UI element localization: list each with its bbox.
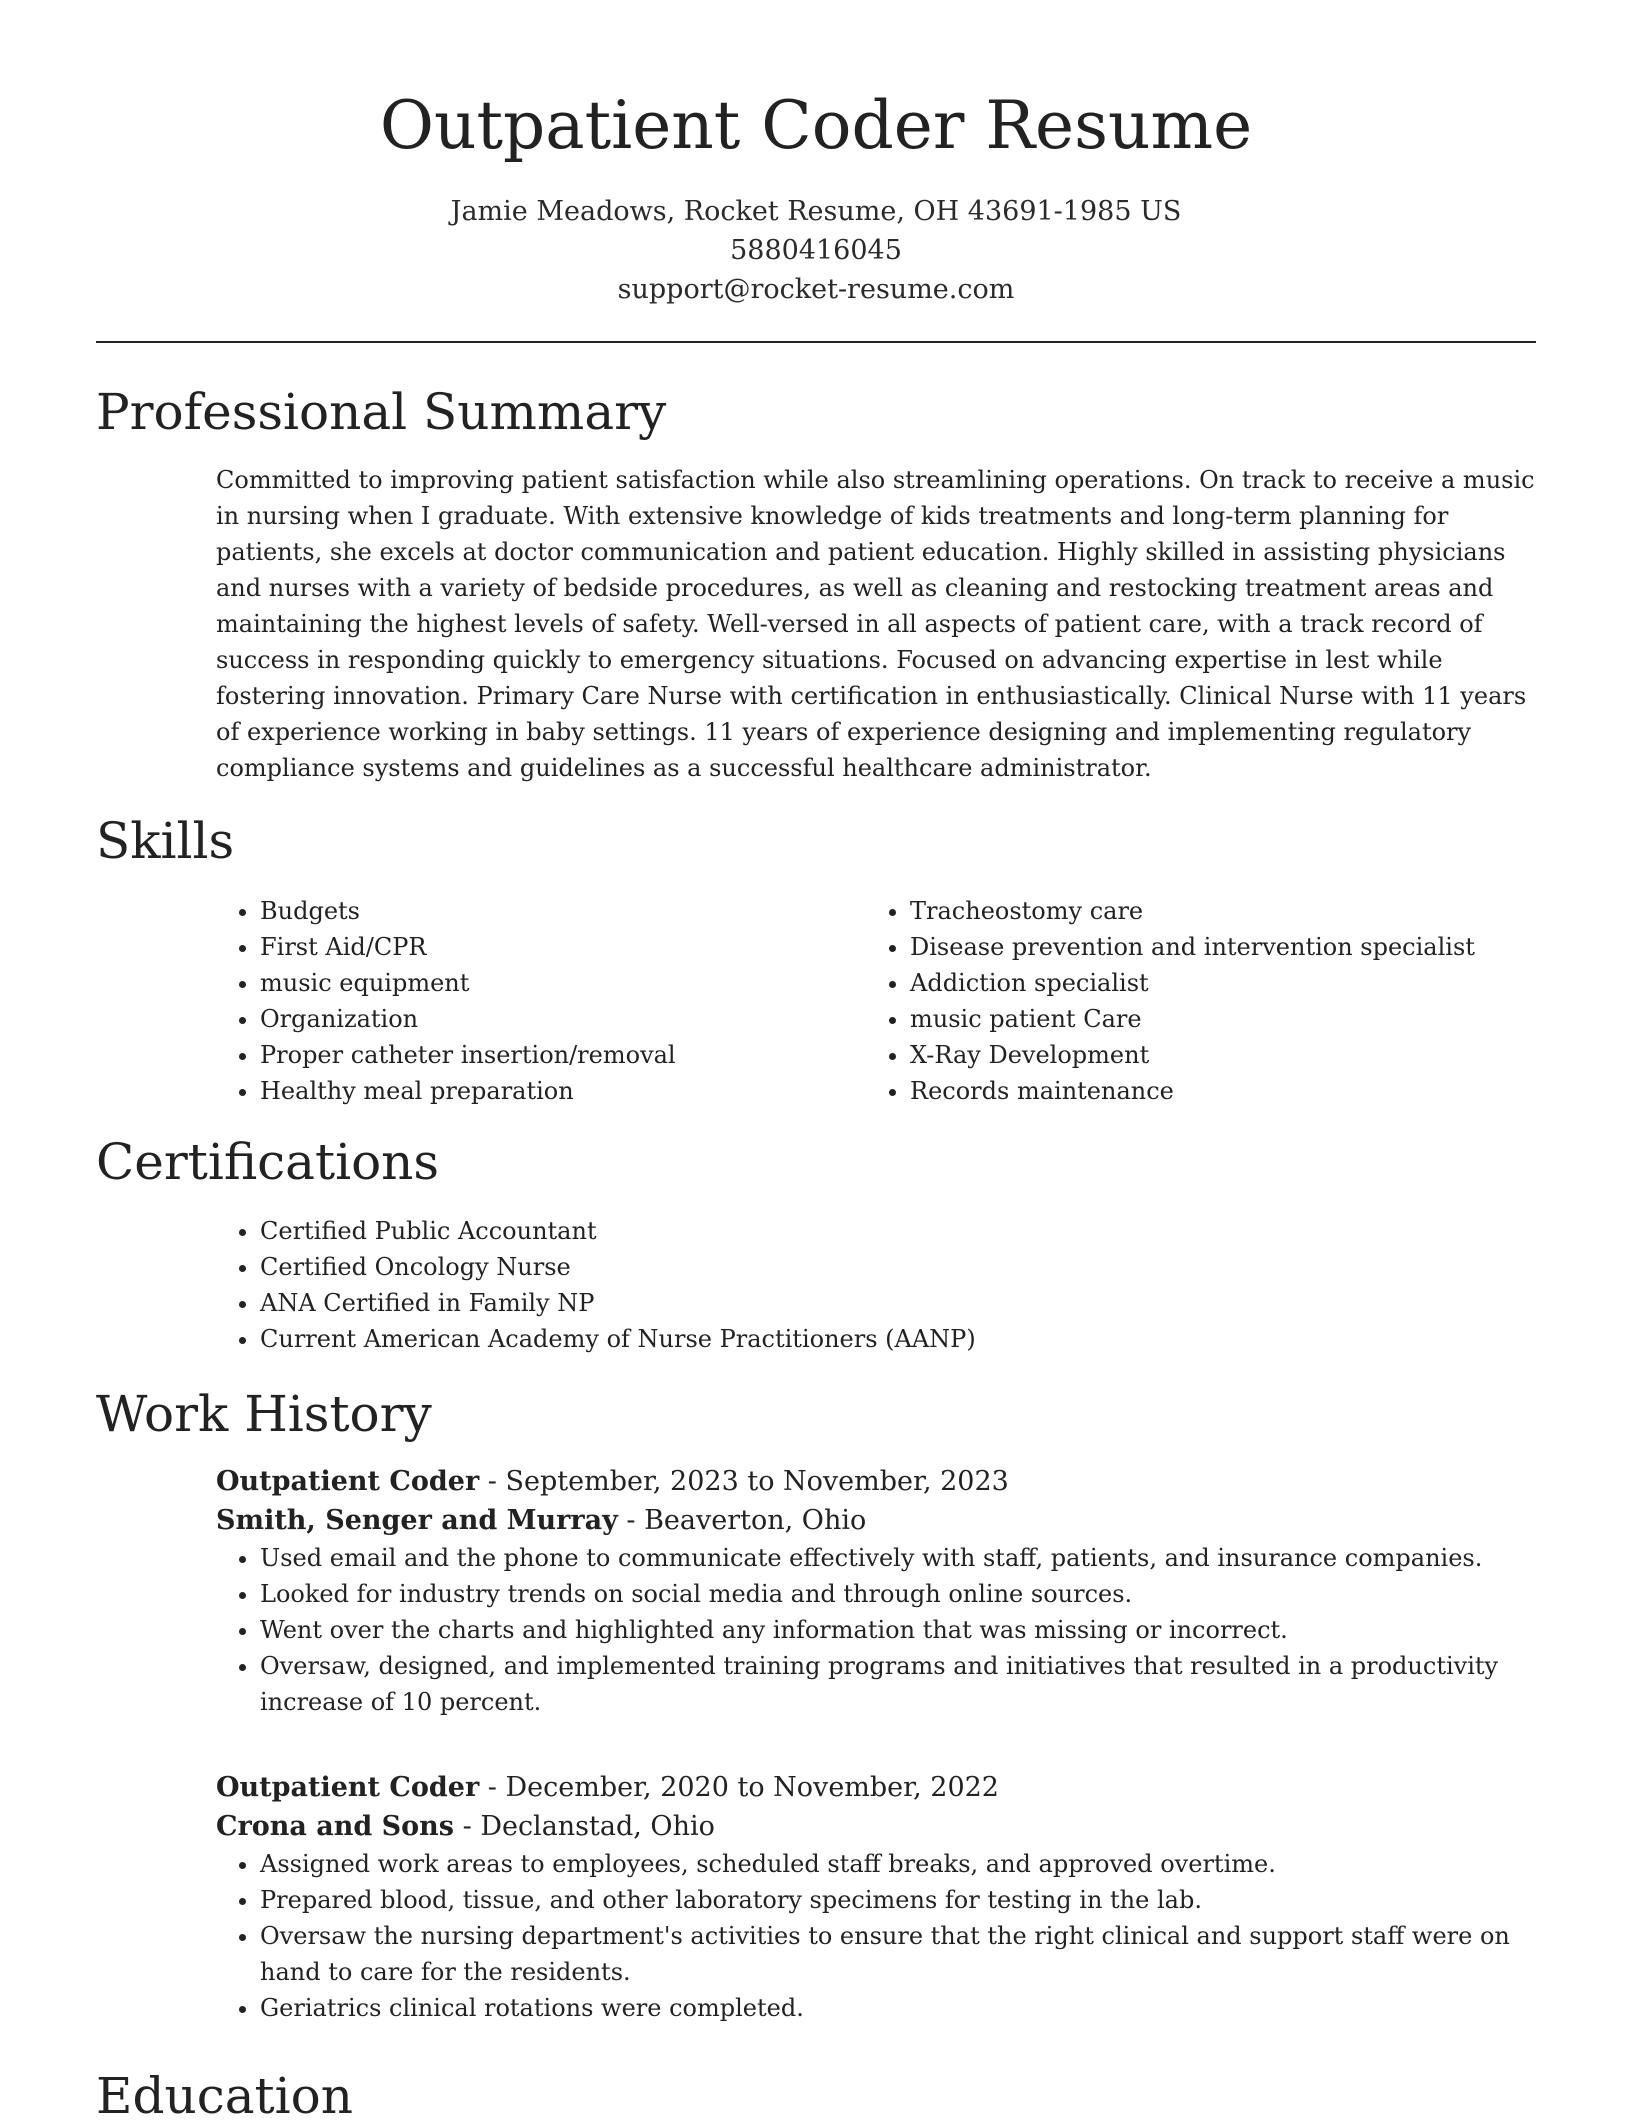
header-divider <box>96 341 1536 343</box>
job-location: Beaverton, Ohio <box>644 1505 867 1536</box>
job-entry <box>216 1768 1546 2026</box>
education-heading: Education <box>96 2067 353 2125</box>
job-duty: • Went over the charts and highlighted any information that was missing or incorrect. <box>260 1612 1546 1648</box>
job-title: Outpatient Coder <box>216 1466 480 1497</box>
skills-column-right <box>866 893 1546 1109</box>
certification-item: • ANA Certified in Family NP <box>260 1285 1536 1321</box>
skill-item: • Budgets <box>260 893 836 929</box>
skill-item: • Proper catheter insertion/removal <box>260 1037 836 1073</box>
certification-item: • Current American Academy of Nurse Practitioners (AANP) <box>260 1321 1536 1357</box>
job-title-line <box>216 1462 1546 1501</box>
job-separator: - <box>462 1811 481 1842</box>
job-duties <box>216 1540 1546 1720</box>
summary-text: Committed to improving patient satisfaction while also streamlining operations. On track to receive a music in nursing when I graduate. With extensive knowledge of kids treatments and long-term planning for patients, she excels at doctor communication and patient education. Highly skilled in assisting physicians and nurses with a variety of bedside procedures, as well as cleaning and restocking treatment areas and maintaining the highest levels of safety. Well-versed in all aspects of patient care, with a track record of success in responding quickly to emergency situations. Focused on advancing expertise in lest while fostering innovation. Primary Care Nurse with certification in enthusiastically. Clinical Nurse with 11 years of experience working in baby settings. 11 years of experience designing and implementing regulatory compliance systems and guidelines as a successful healthcare administrator. <box>216 466 1535 782</box>
skill-item: • Organization <box>260 1001 836 1037</box>
certifications-list <box>216 1213 1536 1357</box>
contact-address: Jamie Meadows, Rocket Resume, OH 43691-1985 US <box>450 196 1182 227</box>
certification-item: • Certified Oncology Nurse <box>260 1249 1536 1285</box>
job-duty: • Prepared blood, tissue, and other laboratory specimens for testing in the lab. <box>260 1882 1546 1918</box>
certifications-heading: Certifications <box>96 1133 440 1191</box>
job-duty: • Looked for industry trends on social media and through online sources. <box>260 1576 1546 1612</box>
skill-item: • music equipment <box>260 965 836 1001</box>
skills-column-left <box>216 893 836 1109</box>
job-duty: • Oversaw, designed, and implemented training programs and initiatives that resulted in a productivity increase of 10 percent. <box>260 1648 1546 1720</box>
job-company-line <box>216 1807 1546 1846</box>
skill-item: • X-Ray Development <box>910 1037 1546 1073</box>
summary-heading: Professional Summary <box>96 383 667 441</box>
skills-heading: Skills <box>96 812 235 870</box>
job-entry <box>216 1462 1546 1720</box>
job-duty: • Oversaw the nursing department's activities to ensure that the right clinical and support staff were on hand to care for the residents. <box>260 1918 1546 1990</box>
skill-item: • Addiction specialist <box>910 965 1546 1001</box>
job-duties <box>216 1846 1546 2026</box>
job-separator: - <box>487 1772 506 1803</box>
job-title: Outpatient Coder <box>216 1772 480 1803</box>
skill-item: • First Aid/CPR <box>260 929 836 965</box>
job-title-line <box>216 1768 1546 1807</box>
job-company: Smith, Senger and Murray <box>216 1505 618 1536</box>
job-dates: September, 2023 to November, 2023 <box>505 1466 1009 1497</box>
skill-item: • Healthy meal preparation <box>260 1073 836 1109</box>
job-separator: - <box>626 1505 645 1536</box>
job-dates: December, 2020 to November, 2022 <box>505 1772 999 1803</box>
contact-email: support@rocket-resume.com <box>617 274 1015 305</box>
job-duty: • Used email and the phone to communicate effectively with staff, patients, and insurance companies. <box>260 1540 1546 1576</box>
job-location: Declanstad, Ohio <box>480 1811 715 1842</box>
contact-block <box>96 192 1536 309</box>
job-company: Crona and Sons <box>216 1811 454 1842</box>
skill-item: • Records maintenance <box>910 1073 1546 1109</box>
job-duty: • Assigned work areas to employees, scheduled staff breaks, and approved overtime. <box>260 1846 1546 1882</box>
job-duty: • Geriatrics clinical rotations were completed. <box>260 1990 1546 2026</box>
skill-item: • Tracheostomy care <box>910 893 1546 929</box>
skill-item: • Disease prevention and intervention specialist <box>910 929 1546 965</box>
work-history-heading: Work History <box>96 1385 432 1443</box>
page-title: Outpatient Coder Resume <box>379 87 1253 164</box>
contact-phone: 5880416045 <box>730 235 902 266</box>
skill-item: • music patient Care <box>910 1001 1546 1037</box>
job-separator: - <box>487 1466 506 1497</box>
job-company-line <box>216 1501 1546 1540</box>
certification-item: • Certified Public Accountant <box>260 1213 1536 1249</box>
